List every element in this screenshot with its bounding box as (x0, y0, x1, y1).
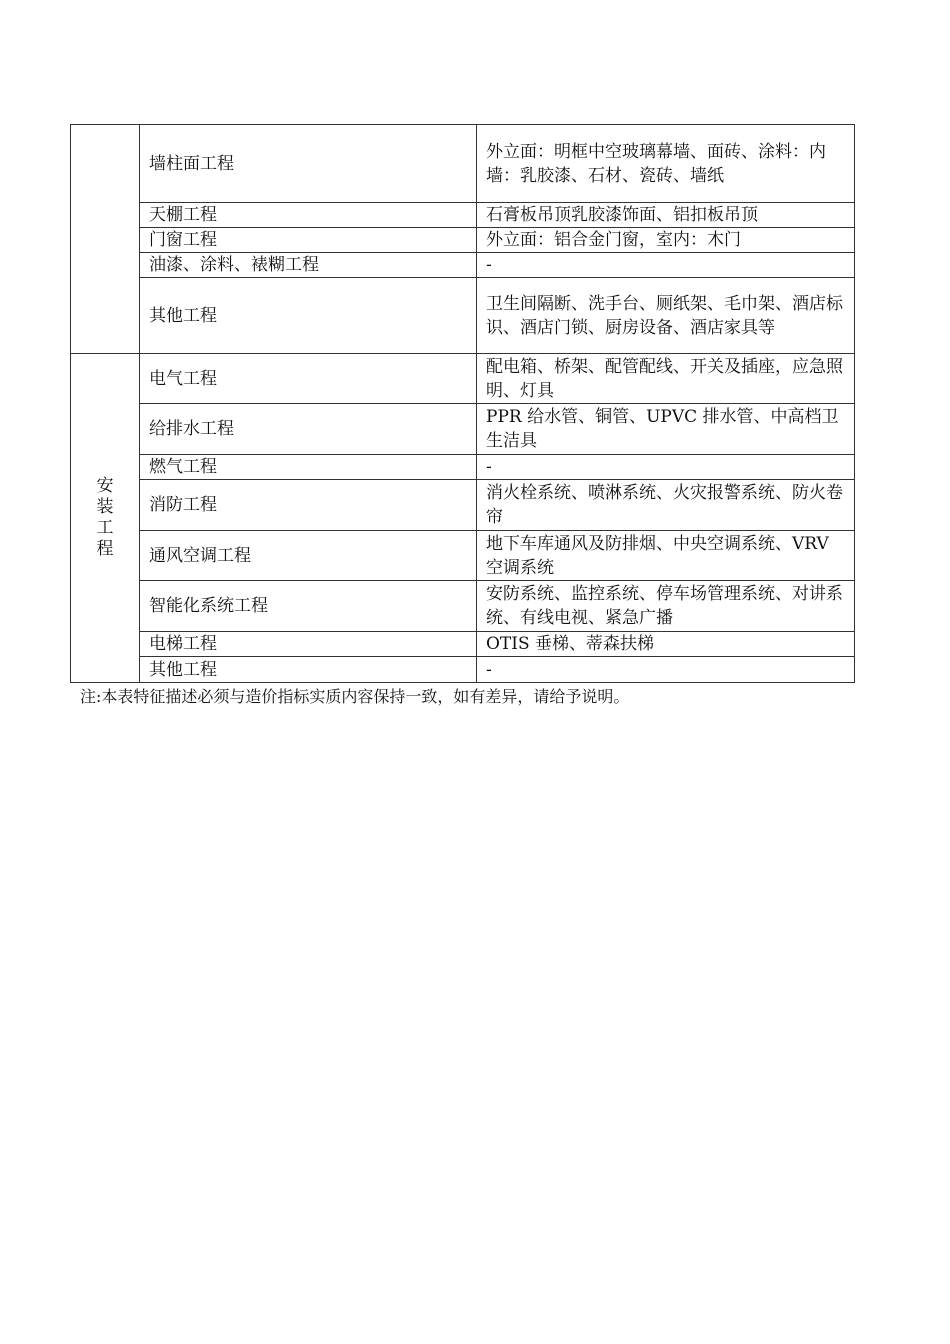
desc-cell: 地下车库通风及防排烟、中央空调系统、VRV 空调系统 (477, 531, 855, 581)
table-row (71, 480, 855, 531)
table-note: 注:本表特征描述必须与造价指标实质内容保持一致，如有差异，请给予说明。 (80, 687, 630, 706)
desc-cell: PPR 给水管、铜管、UPVC 排水管、中高档卫生洁具 (477, 404, 855, 455)
item-cell: 通风空调工程 (140, 531, 477, 581)
desc-cell: - (477, 657, 855, 683)
table-row (71, 253, 855, 278)
table-row (71, 581, 855, 632)
item-cell: 燃气工程 (140, 455, 477, 480)
desc-cell: 安防系统、监控系统、停车场管理系统、对讲系统、有线电视、紧急广播 (477, 581, 855, 632)
desc-cell: 外立面：明框中空玻璃幕墙、面砖、涂料：内墙：乳胶漆、石材、瓷砖、墙纸 (477, 125, 855, 203)
table-row (71, 531, 855, 581)
desc-cell: 石膏板吊顶乳胶漆饰面、铝扣板吊顶 (477, 203, 855, 228)
item-cell: 消防工程 (140, 480, 477, 531)
table-row (71, 278, 855, 354)
item-cell: 门窗工程 (140, 228, 477, 253)
item-cell: 其他工程 (140, 278, 477, 354)
item-cell: 墙柱面工程 (140, 125, 477, 203)
table-row (71, 404, 855, 455)
item-cell: 天棚工程 (140, 203, 477, 228)
item-cell: 电气工程 (140, 354, 477, 404)
desc-cell: 配电箱、桥架、配管配线、开关及插座，应急照明、灯具 (477, 354, 855, 404)
table-row (71, 125, 855, 203)
item-cell: 给排水工程 (140, 404, 477, 455)
item-cell: 电梯工程 (140, 632, 477, 657)
desc-cell: - (477, 253, 855, 278)
desc-cell: OTIS 垂梯、蒂森扶梯 (477, 632, 855, 657)
desc-cell: 卫生间隔断、洗手台、厕纸架、毛巾架、酒店标识、酒店门锁、厨房设备、酒店家具等 (477, 278, 855, 354)
item-cell: 智能化系统工程 (140, 581, 477, 632)
group-cell (71, 125, 140, 354)
table-row (71, 455, 855, 480)
table-row (71, 657, 855, 683)
table-row (71, 228, 855, 253)
feature-table (70, 124, 855, 683)
item-cell: 其他工程 (140, 657, 477, 683)
desc-cell: 消火栓系统、喷淋系统、火灾报警系统、防火卷帘 (477, 480, 855, 531)
group-label: 安装工程 (96, 475, 114, 559)
item-cell: 油漆、涂料、裱糊工程 (140, 253, 477, 278)
table-row (71, 632, 855, 657)
desc-cell: - (477, 455, 855, 480)
desc-cell: 外立面：铝合金门窗，室内：木门 (477, 228, 855, 253)
table-row (71, 203, 855, 228)
group-cell (71, 354, 140, 683)
table-row (71, 354, 855, 404)
